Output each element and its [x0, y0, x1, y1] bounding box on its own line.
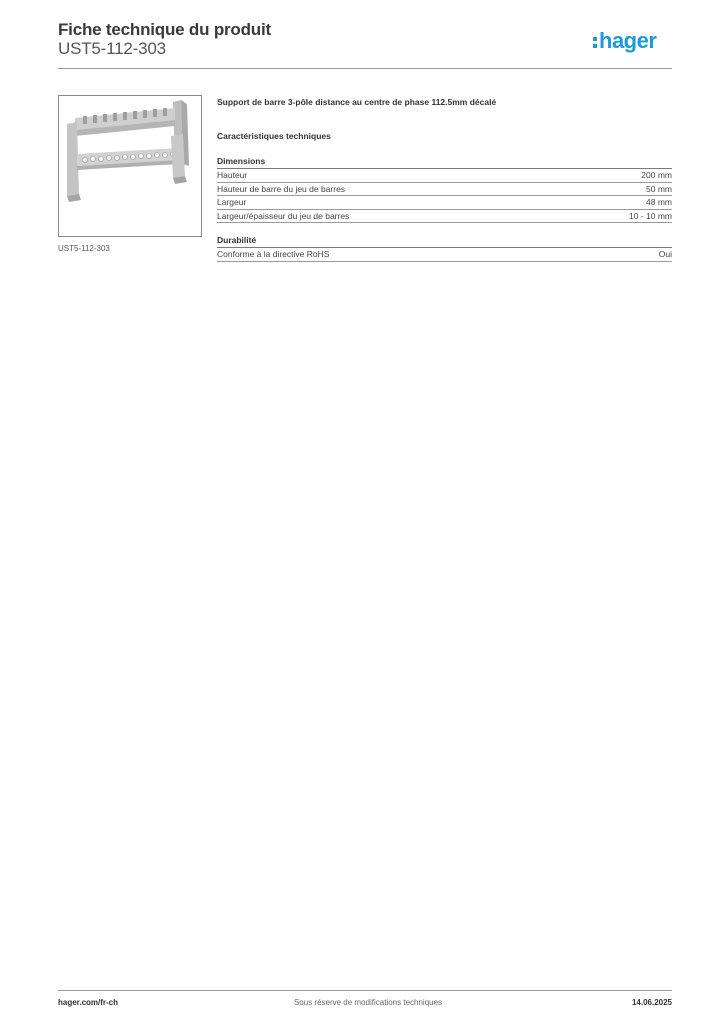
spec-label: Largeur/épaisseur du jeu de barres: [217, 210, 350, 221]
busbar-support-image: [59, 96, 203, 238]
document-title: Fiche technique du produit: [58, 20, 271, 39]
durability-heading: Durabilité: [217, 234, 672, 248]
spec-row: [217, 169, 672, 183]
specifications-panel: [217, 96, 672, 262]
header-divider: [58, 68, 672, 69]
spec-label: Conforme à la directive RoHS: [217, 249, 330, 260]
dimensions-heading: Dimensions: [217, 155, 672, 169]
spec-label: Hauteur: [217, 170, 248, 180]
spec-value: 200 mm: [641, 170, 672, 180]
spec-value: 10 - 10 mm: [629, 210, 672, 221]
product-image-frame: [58, 95, 202, 237]
footer-divider: [58, 990, 672, 991]
footer-date: 14.06.2025: [631, 998, 672, 1007]
spec-row: [217, 210, 672, 224]
spec-label: Largeur: [217, 197, 247, 208]
footer-disclaimer: Sous réserve de modifications techniques: [293, 998, 443, 1007]
technical-characteristics-heading: Caractéristiques techniques: [217, 131, 331, 141]
product-description: Support de barre 3-pôle distance au centre de phase 112.5mm décalé: [217, 97, 497, 107]
product-image-caption: UST5-112-303: [58, 244, 110, 253]
footer-website-link[interactable]: hager.com/fr-ch: [58, 998, 119, 1007]
spec-row: [217, 196, 672, 210]
spec-value: Oui: [658, 249, 672, 260]
spec-row: [217, 183, 672, 197]
spec-value: 50 mm: [646, 183, 672, 194]
hager-logo: [590, 26, 674, 58]
logo-text: hager: [599, 28, 657, 53]
spec-label: Hauteur de barre du jeu de barres: [217, 183, 346, 194]
spec-row: [217, 248, 672, 262]
product-reference: UST5-112-303: [58, 39, 166, 58]
spec-value: 48 mm: [646, 197, 672, 208]
